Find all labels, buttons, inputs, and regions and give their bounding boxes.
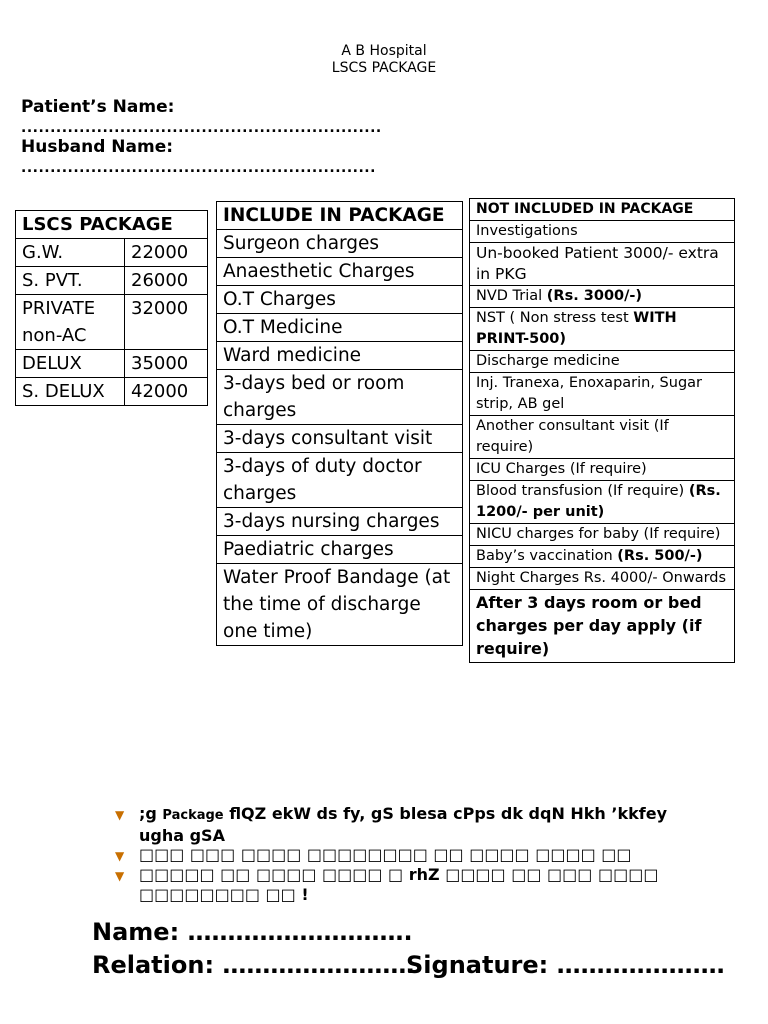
hospital-name: A B Hospital: [341, 43, 427, 59]
list-item: [470, 416, 735, 459]
signature-field-label: Signature: …………………: [406, 951, 725, 979]
room-type: S. DELUX: [16, 378, 125, 406]
room-price: 22000: [125, 239, 208, 267]
list-item: [470, 286, 735, 308]
included-item: O.T Charges: [217, 286, 463, 314]
included-item: 3-days of duty doctor charges: [217, 453, 463, 508]
room-type: G.W.: [16, 239, 125, 267]
package-table-heading: LSCS PACKAGE: [16, 211, 208, 239]
not-included-item: ICU Charges (If require): [470, 459, 735, 481]
included-item: 3-days nursing charges: [217, 508, 463, 536]
included-item: Anaesthetic Charges: [217, 258, 463, 286]
list-item: [217, 286, 463, 314]
not-included-item: After 3 days room or bed charges per day apply (if require): [470, 590, 735, 663]
list-item: [470, 546, 735, 568]
package-price-table: [15, 210, 208, 406]
note-3: ▼ □□□□□ □□ □□□□ □□□□ □ rhZ □□□□ □□ □□□ □□□□ □□□□□□□□ □□ !: [115, 865, 659, 904]
table-row: [16, 295, 208, 350]
list-item: [470, 243, 735, 286]
list-item: [470, 351, 735, 373]
list-item: [470, 568, 735, 590]
list-item: [470, 308, 735, 351]
bullet-arrow-icon: ▼: [115, 869, 125, 883]
not-included-item: Inj. Tranexa, Enoxaparin, Sugar strip, AB gel: [470, 373, 735, 416]
not-included-item: NVD Trial (Rs. 3000/-): [470, 286, 735, 308]
not-included-item: Blood transfusion (If require) (Rs. 1200/- per unit): [470, 481, 735, 524]
included-table-heading: INCLUDE IN PACKAGE: [217, 202, 463, 230]
bullet-arrow-icon: ▼: [115, 808, 125, 822]
not-included-item: Baby’s vaccination (Rs. 500/-): [470, 546, 735, 568]
bullet-arrow-icon: ▼: [115, 849, 125, 863]
list-item: [217, 564, 463, 646]
included-item: Surgeon charges: [217, 230, 463, 258]
included-item: O.T Medicine: [217, 314, 463, 342]
not-included-item: Un-booked Patient 3000/- extra in PKG: [470, 243, 735, 286]
included-item: Paediatric charges: [217, 536, 463, 564]
document-title: LSCS PACKAGE: [331, 60, 437, 76]
list-item: [217, 425, 463, 453]
husband-name-label: Husband Name:: [21, 137, 174, 157]
included-item: 3-days bed or room charges: [217, 370, 463, 425]
name-field-label: Name: ……………………….: [92, 918, 413, 946]
included-table: [216, 201, 463, 646]
not-included-item: Another consultant visit (If require): [470, 416, 735, 459]
table-row: [16, 350, 208, 378]
room-type: PRIVATE non-AC: [16, 295, 125, 350]
not-included-item: Investigations: [470, 221, 735, 243]
room-price: 35000: [125, 350, 208, 378]
note-1: ▼ ;g Package flQZ ekW ds fy, gS blesa cPps dk dqN Hkh ’kkfey ugha gSA: [115, 804, 667, 845]
not-included-item: NST ( Non stress test WITH PRINT-500): [470, 308, 735, 351]
room-type: S. PVT.: [16, 267, 125, 295]
husband-name-dots: .............................................................: [21, 160, 376, 176]
included-item: Ward medicine: [217, 342, 463, 370]
included-item: Water Proof Bandage (at the time of discharge one time): [217, 564, 463, 646]
not-included-heading: NOT INCLUDED IN PACKAGE: [470, 199, 735, 221]
room-price: 26000: [125, 267, 208, 295]
list-item: [217, 230, 463, 258]
list-item: [217, 508, 463, 536]
list-item: [217, 342, 463, 370]
list-item: [470, 481, 735, 524]
note-2: ▼ □□□ □□□ □□□□ □□□□□□□□ □□ □□□□ □□□□ □□: [115, 845, 632, 864]
room-price: 32000: [125, 295, 208, 350]
list-item: [217, 370, 463, 425]
relation-field-label: Relation: ……………………: [92, 951, 415, 979]
list-item: [470, 590, 735, 663]
patient-name-label: Patient’s Name:: [21, 97, 175, 117]
list-item: [470, 221, 735, 243]
not-included-item: Night Charges Rs. 4000/- Onwards: [470, 568, 735, 590]
list-item: [470, 459, 735, 481]
not-included-item: NICU charges for baby (If require): [470, 524, 735, 546]
included-item: 3-days consultant visit: [217, 425, 463, 453]
not-included-table: [469, 198, 735, 663]
room-type: DELUX: [16, 350, 125, 378]
patient-name-dots: ..............................................................: [21, 120, 382, 136]
not-included-item: Discharge medicine: [470, 351, 735, 373]
list-item: [217, 314, 463, 342]
list-item: [217, 536, 463, 564]
table-row: [16, 239, 208, 267]
table-row: [16, 378, 208, 406]
list-item: [217, 258, 463, 286]
list-item: [470, 373, 735, 416]
room-price: 42000: [125, 378, 208, 406]
list-item: [217, 453, 463, 508]
list-item: [470, 524, 735, 546]
table-row: [16, 267, 208, 295]
